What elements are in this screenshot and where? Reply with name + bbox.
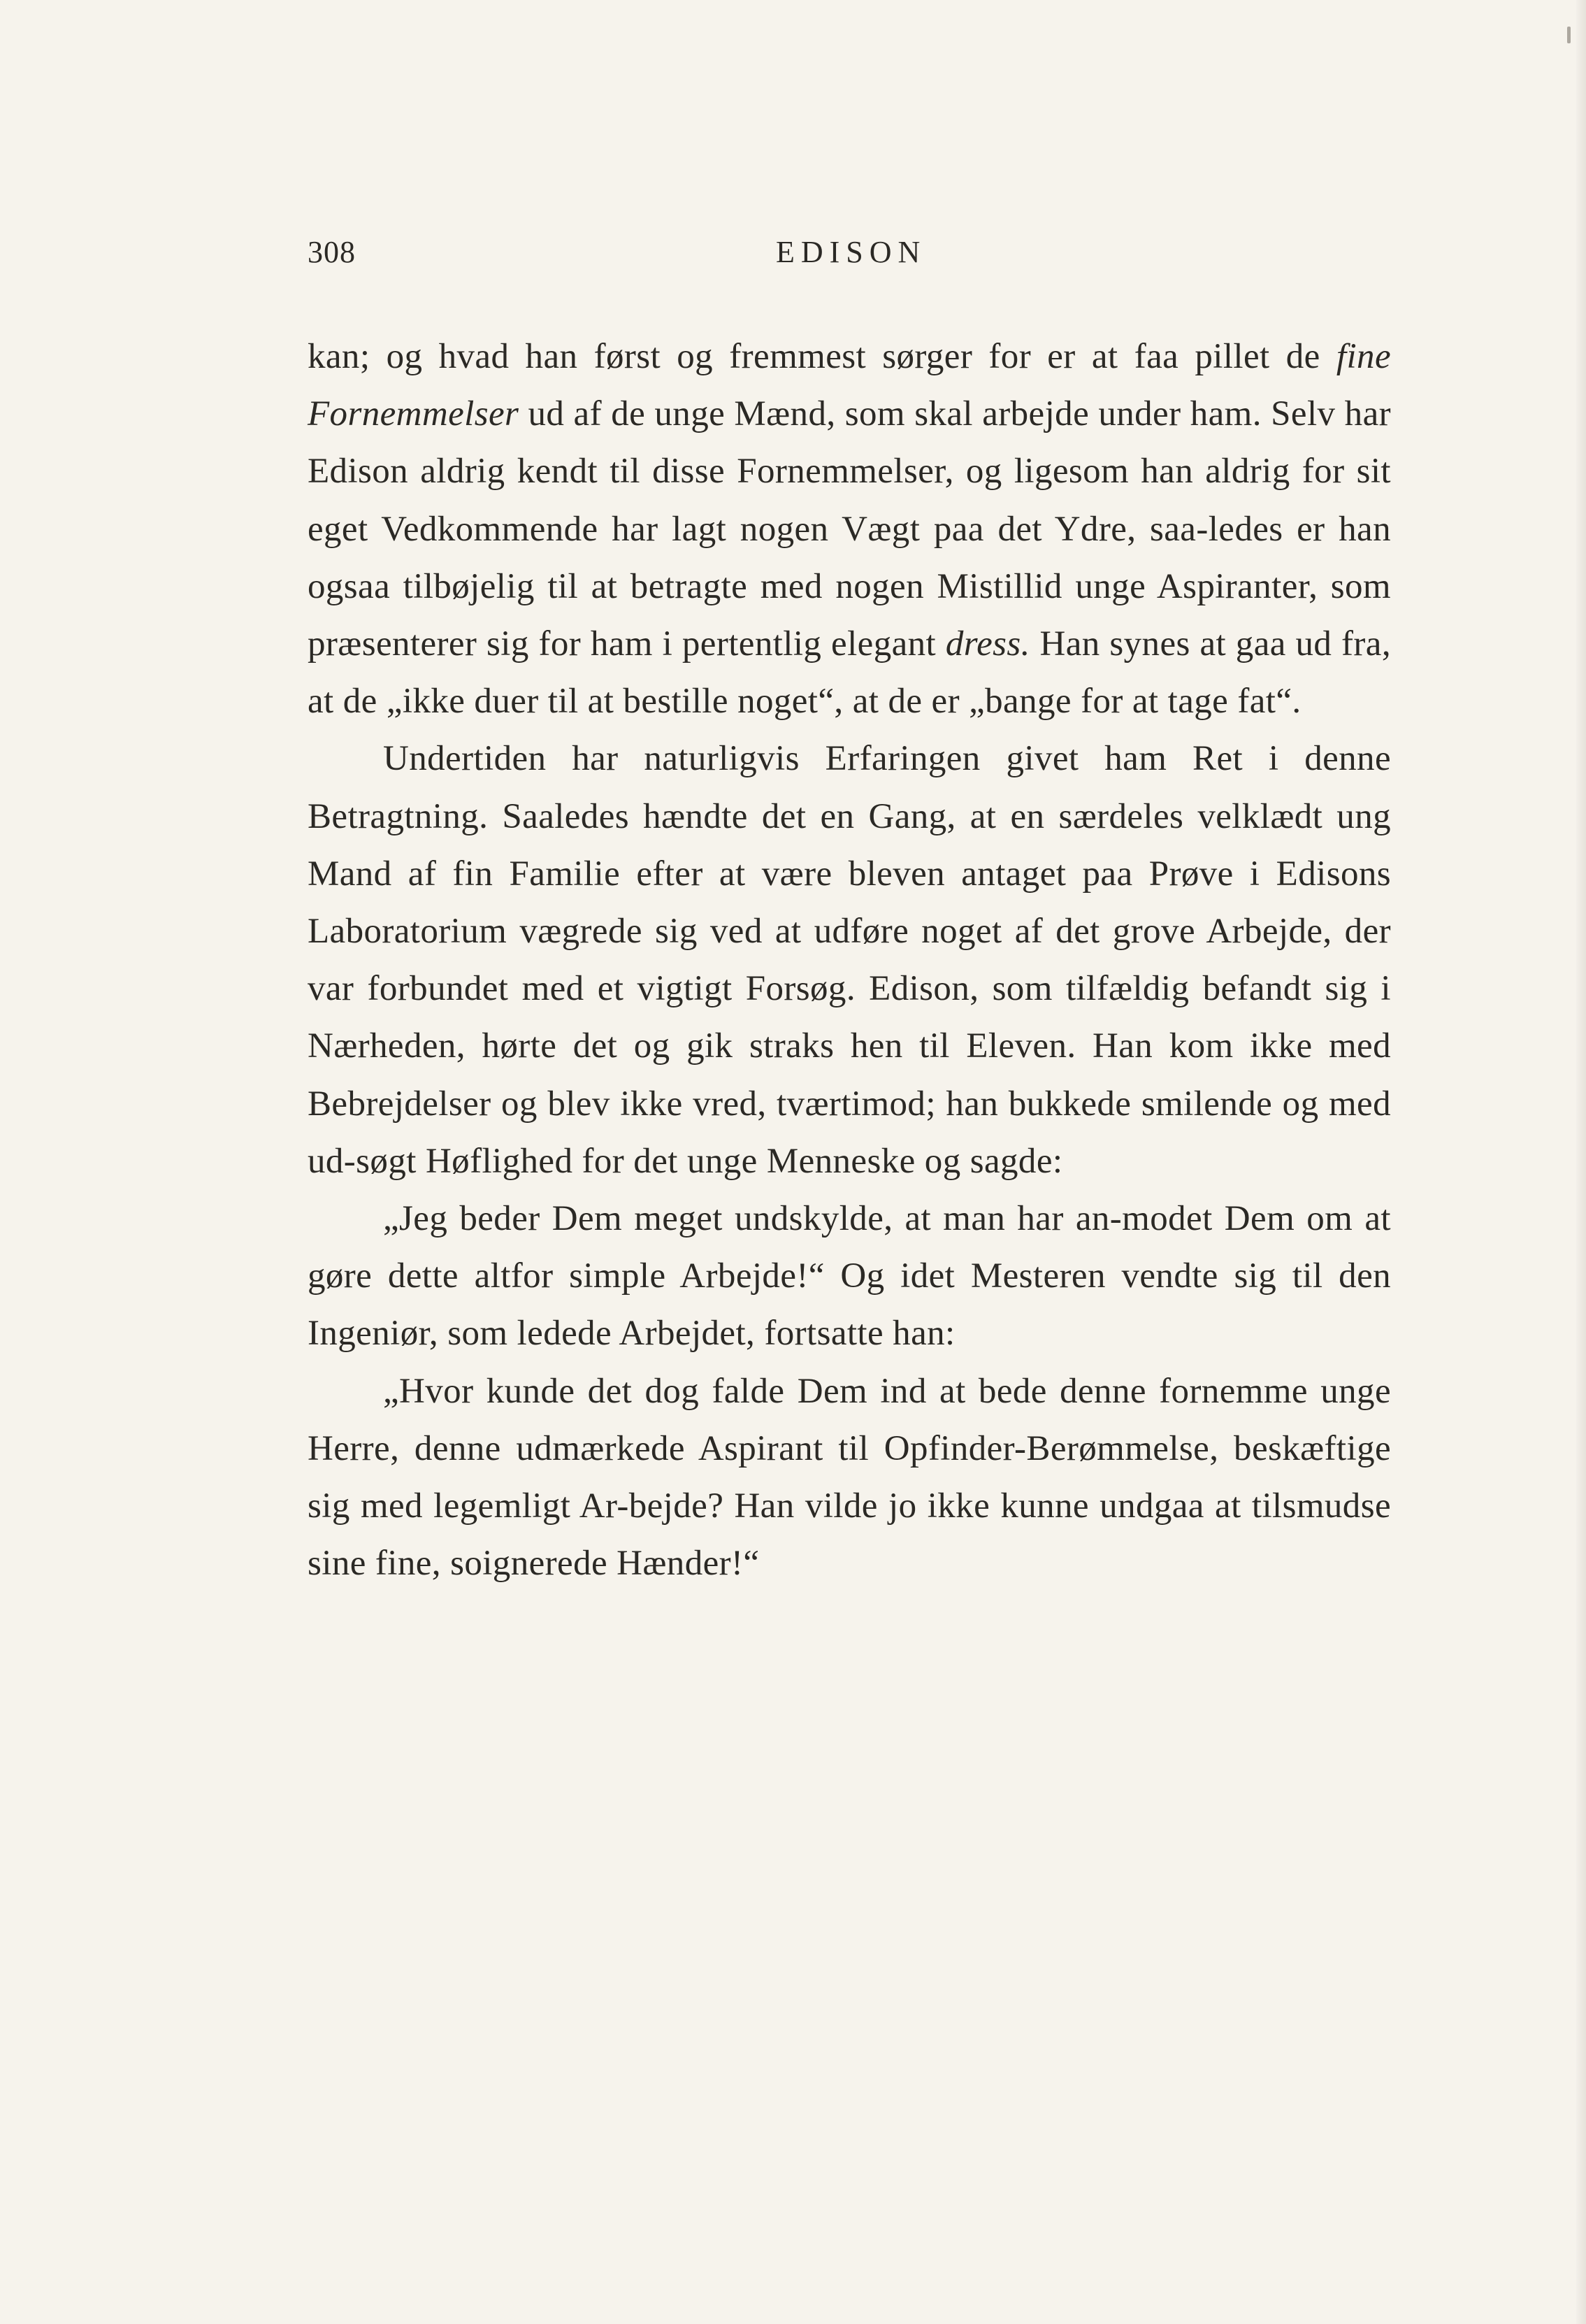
- book-page: [308, 234, 1391, 1592]
- scan-mark: [1567, 27, 1571, 43]
- paragraph-1-italic-dress: dress.: [945, 624, 1030, 664]
- paragraph-2: Undertiden har naturligvis Erfaringen givet ham Ret i denne Betragtning. Saaledes hændte det en Gang, at en særdeles velklædt ung Mand af fin Familie efter at være bleven antaget paa Prøve i Edisons Laboratorium vægrede sig ved at udføre noget af det grove Arbejde, der var forbundet med et vigtigt Forsøg. Edison, som tilfældig befandt sig i Nærheden, hørte det og gik straks hen til Eleven. Han kom ikke med Bebrejdelser og blev ikke vred, tværtimod; han bukkede smilende og med ud-søgt Høflighed for det unge Menneske og sagde:: [308, 739, 1391, 1181]
- paragraph-1-italic-fine-fornemmelser: fine Fornemmelser: [308, 337, 1391, 434]
- paragraph-1-text-c: Han synes at gaa ud fra, at de „ikke duer til at bestille noget“, at de er „bange for at tage fat“.: [308, 624, 1391, 722]
- paragraph-3: „Jeg beder Dem meget undskylde, at man har an-modet Dem om at gøre dette altfor simple Arbejde!“ Og idet Mesteren vendte sig til den Ingeniør, som ledede Arbejdet, fortsatte han:: [308, 1199, 1391, 1354]
- paragraph-1-text-a: kan; og hvad han først og fremmest sørger for er at faa pillet de: [308, 337, 1336, 376]
- paragraph-4: „Hvor kunde det dog falde Dem ind at bede denne fornemme unge Herre, denne udmærkede Aspirant til Opfinder-Berømmelse, beskæftige sig med legemligt Ar-bejde? Han vilde jo ikke kunne undgaa at tilsmudse sine fine, soignerede Hænder!“: [308, 1371, 1391, 1584]
- body-text: [308, 328, 1391, 1592]
- running-title: EDISON: [776, 235, 927, 269]
- page-number: 308: [308, 235, 356, 269]
- running-header: [308, 234, 1391, 279]
- paragraph-1-text-b: ud af de unge Mænd, som skal arbejde under ham. Selv har Edison aldrig kendt til disse Fornemmelser, og ligesom han aldrig for sit eget Vedkommende har lagt nogen Vægt paa det Ydre, saa-ledes er han ogsaa tilbøjelig til at betragte med nogen Mistillid unge Aspiranter, som præsenterer sig for ham i pertentlig elegant: [308, 394, 1391, 664]
- paragraph-1: [308, 328, 1391, 730]
- page-edge: [1576, 0, 1586, 2324]
